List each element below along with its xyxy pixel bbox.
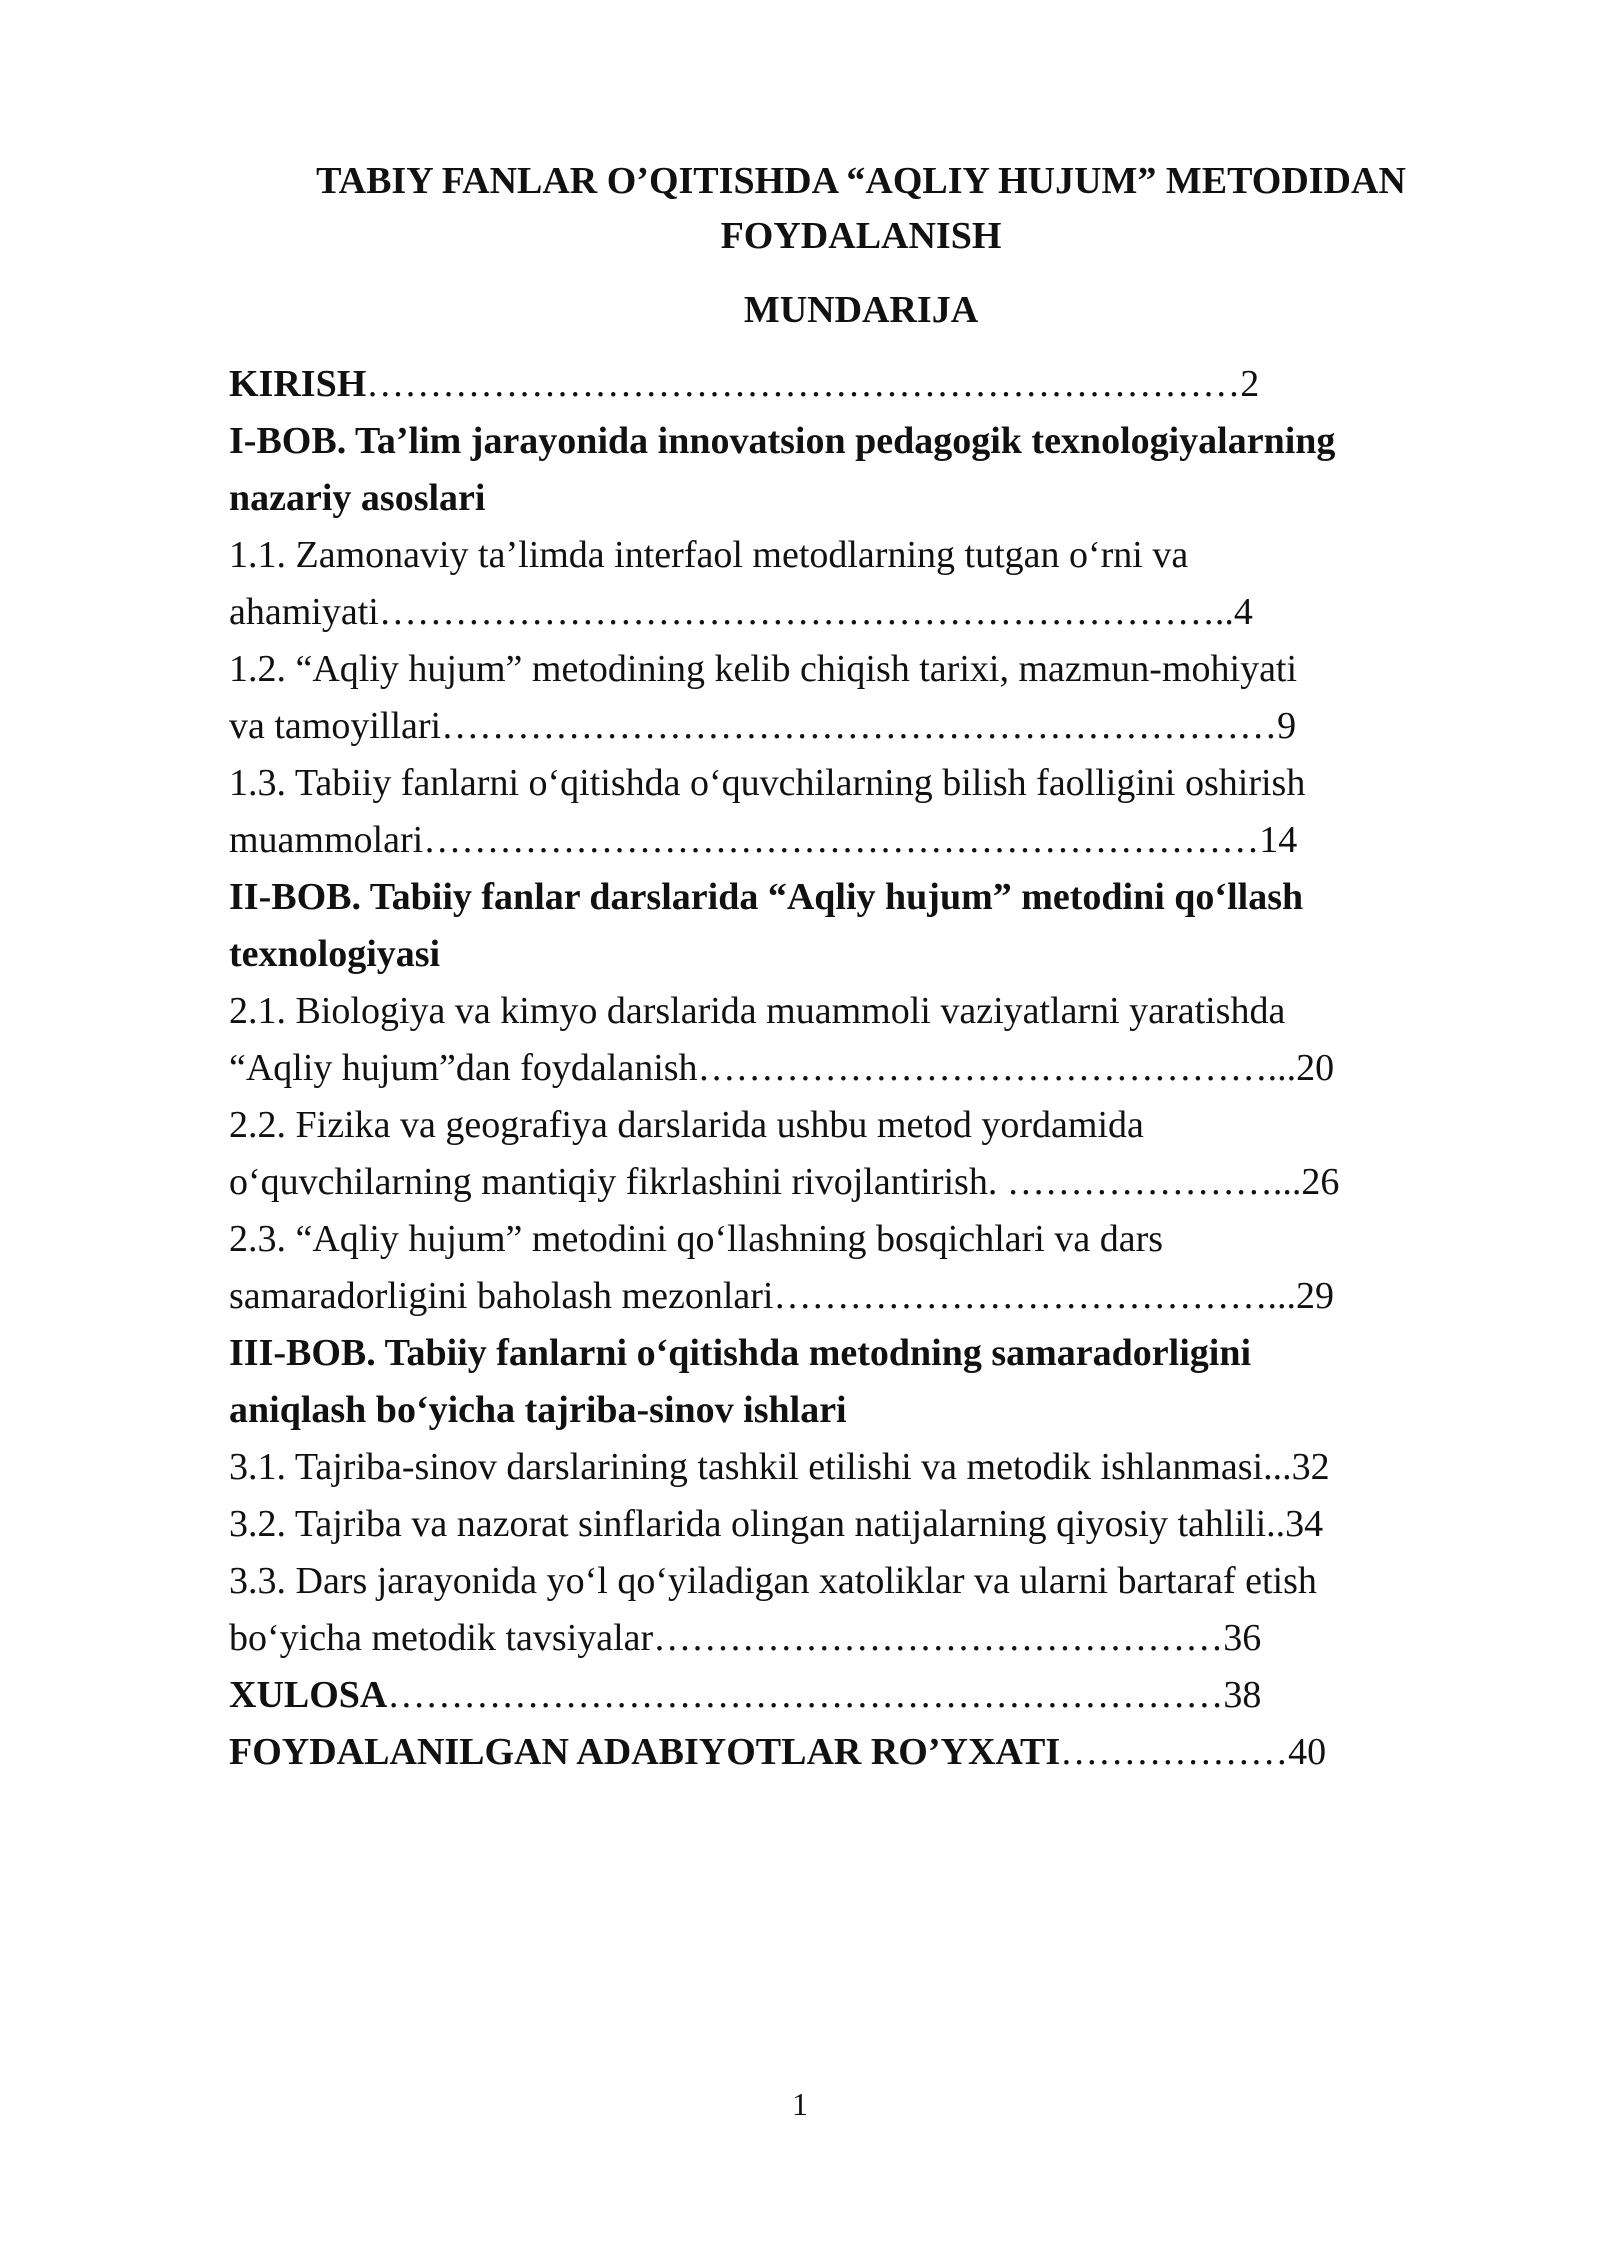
toc-page-number: 20: [1296, 1047, 1335, 1089]
toc-page-number: 4: [1233, 591, 1253, 633]
toc-entry-title: XULOSA: [229, 1674, 388, 1716]
toc-page-number: 29: [1296, 1275, 1334, 1317]
toc-entry-title: “Aqliy hujum”dan foydalanish: [229, 1047, 698, 1089]
toc-entry-title: 2.3. “Aqliy hujum” metodini qo‘llashning bosqichlari va dars: [229, 1218, 1164, 1260]
toc-line: [229, 926, 1493, 983]
toc-page-number: 36: [1223, 1617, 1262, 1659]
toc-line: [229, 1610, 1493, 1667]
toc-entry-title: II-BOB. Tabiiy fanlar darslarida “Aqliy hujum” metodini qo‘llash: [229, 876, 1304, 918]
toc-leader-dots: ………………………………………...: [697, 1047, 1297, 1089]
toc-page-number: 14: [1259, 819, 1298, 861]
toc-line: [229, 413, 1493, 470]
toc-entry-title: aniqlash bo‘yicha tajriba-sinov ishlari: [229, 1389, 847, 1431]
toc-leader-dots: ……………………………………………………………: [366, 363, 1241, 405]
toc-line: [229, 1097, 1493, 1154]
document-title: TABIY FANLAR O’QITISHDA “AQLIY HUJUM” METODIDAN FOYDALANISH: [316, 160, 1406, 257]
page-number: 1: [792, 2086, 808, 2122]
toc-entry-title: III-BOB. Tabiiy fanlarni o‘qitishda metodning samaradorligini: [229, 1332, 1252, 1374]
toc-entry-title: bo‘yicha metodik tavsiyalar: [229, 1617, 654, 1659]
toc-entry-title: 2.2. Fizika va geografiya darslarida ushbu metod yordamida: [229, 1104, 1144, 1146]
toc-line: [229, 1724, 1493, 1781]
toc-line: [229, 755, 1493, 812]
toc-entry-title: 1.3. Tabiiy fanlarni o‘qitishda o‘quvchilarning bilish faolligini oshirish: [229, 762, 1306, 804]
toc-line: [229, 869, 1493, 926]
toc-line: [229, 641, 1493, 698]
toc-entry-title: 1.2. “Aqliy hujum” metodining kelib chiqish tarixi, mazmun-mohiyati: [229, 648, 1298, 690]
toc-page-number: 26: [1301, 1161, 1340, 1203]
toc-entry-title: KIRISH: [229, 363, 367, 405]
toc-entry-title: muammolari: [229, 819, 424, 861]
toc-line: [229, 983, 1493, 1040]
toc-heading: MUNDARIJA: [743, 289, 979, 331]
table-of-contents: [229, 356, 1493, 1781]
toc-line: [229, 1439, 1493, 1496]
toc-line: [229, 1211, 1493, 1268]
toc-entry-title: 3.3. Dars jarayonida yo‘l qo‘yiladigan xatoliklar va ularni bartaraf etish: [229, 1560, 1317, 1602]
toc-line: [229, 1553, 1493, 1610]
toc-line: [229, 698, 1493, 755]
toc-line: [229, 1268, 1493, 1325]
toc-leader-dots: ………………: [1060, 1731, 1289, 1773]
toc-page-number: 40: [1288, 1731, 1327, 1773]
toc-entry-title: texnologiyasi: [229, 933, 441, 975]
toc-entry-title: 1.1. Zamonaviy ta’limda interfaol metodlarning tutgan o‘rni va: [229, 534, 1189, 576]
toc-line: [229, 584, 1493, 641]
toc-entry-title: o‘quvchilarning mantiqiy fikrlashini rivojlantirish.: [229, 1161, 1007, 1203]
toc-leader-dots: …………………………………………………………: [441, 705, 1278, 747]
toc-entry-title: ahamiyati: [229, 591, 379, 633]
toc-entry-title: FOYDALANILGAN ADABIYOTLAR RO’YXATI: [229, 1731, 1061, 1773]
toc-entry-title: samaradorligini baholash mezonlari: [229, 1275, 774, 1317]
toc-leader-dots: …………………...: [1006, 1161, 1302, 1203]
toc-line: [229, 356, 1493, 413]
toc-line: [229, 470, 1493, 527]
toc-leader-dots: ………………………………………: [653, 1617, 1224, 1659]
toc-line: [229, 1325, 1493, 1382]
toc-line: [229, 812, 1493, 869]
toc-leader-dots: …………………………………...: [773, 1275, 1296, 1317]
toc-line: [229, 1154, 1493, 1211]
toc-page-number: 2: [1240, 363, 1260, 405]
toc-entry-title: 2.1. Biologiya va kimyo darslarida muammoli vaziyatlarni yaratishda: [229, 990, 1286, 1032]
toc-line: [229, 1667, 1493, 1724]
toc-line: [229, 527, 1493, 584]
toc-entry-title: nazariy asoslari: [229, 477, 486, 519]
toc-line: [229, 1382, 1493, 1439]
toc-entry-title: 3.2. Tajriba va nazorat sinflarida olingan natijalarning qiyosiy tahlili..34: [229, 1503, 1324, 1545]
toc-leader-dots: …………………………………………………………..: [378, 591, 1234, 633]
toc-leader-dots: …………………………………………………………: [387, 1674, 1224, 1716]
toc-line: [229, 1040, 1493, 1097]
toc-line: [229, 1496, 1493, 1553]
toc-entry-title: I-BOB. Ta’lim jarayonida innovatsion pedagogik texnologiyalarning: [229, 420, 1336, 462]
toc-entry-title: 3.1. Tajriba-sinov darslarining tashkil etilishi va metodik ishlanmasi...32: [229, 1446, 1330, 1488]
toc-entry-title: va tamoyillari: [229, 705, 442, 747]
toc-page-number: 38: [1223, 1674, 1262, 1716]
toc-page-number: 9: [1277, 705, 1297, 747]
toc-leader-dots: …………………………………………………………: [423, 819, 1260, 861]
